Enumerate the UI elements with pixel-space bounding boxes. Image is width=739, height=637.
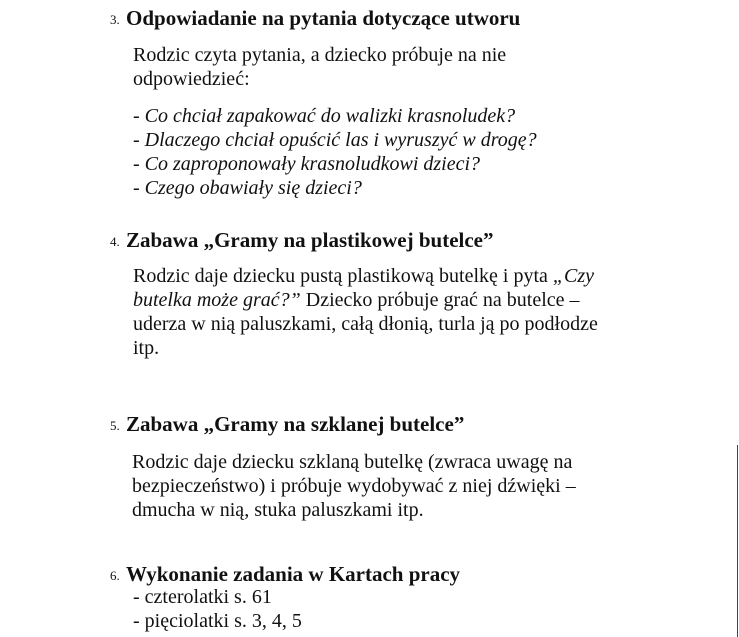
section-body [132, 450, 652, 522]
question-list [133, 104, 537, 200]
question-item: - Co zaproponowały krasnoludkowi dzieci? [133, 153, 481, 175]
task-list [133, 585, 302, 633]
body-text: Rodzic daje dziecku pustą plastikową butelkę i pyta [133, 265, 553, 287]
task-item: - czterolatki s. 61 [133, 586, 272, 608]
question-item: - Co chciał zapakować do walizki krasnoludek? [133, 105, 516, 127]
intro-line: Rodzic czyta pytania, a dziecko próbuje na nie [133, 44, 507, 66]
body-line: bezpieczeństwo) i próbuje wydobywać z niej dźwięki – [132, 475, 576, 497]
body-line [133, 264, 653, 288]
question-item: - Czego obawiały się dzieci? [133, 177, 362, 199]
body-line [133, 288, 653, 312]
section-number: 3. [110, 12, 120, 27]
body-line: itp. [133, 337, 160, 359]
section-title: Odpowiadanie na pytania dotyczące utworu [126, 6, 521, 30]
section-number: 5. [110, 418, 120, 433]
body-line: Rodzic daje dziecku szklaną butelkę (zwraca uwagę na [132, 451, 573, 473]
section-number: 6. [110, 568, 120, 583]
body-line: dmucha w nią, stuka paluszkami itp. [132, 499, 424, 521]
page-edge-line [737, 445, 738, 637]
intro-line: odpowiedzieć: [133, 68, 250, 90]
section-number: 4. [110, 234, 120, 249]
body-line: uderza w nią paluszkami, całą dłonią, turla ją po podłodze [133, 313, 598, 335]
body-text: Dziecko próbuje grać na butelce – [305, 289, 580, 311]
section-body [133, 264, 653, 360]
section-intro [133, 43, 653, 91]
task-item: - pięciolatki s. 3, 4, 5 [133, 610, 302, 632]
section-title: Zabawa „Gramy na plastikowej butelce” [126, 228, 494, 252]
section-title: Wykonanie zadania w Kartach pracy [126, 562, 461, 586]
section-title: Zabawa „Gramy na szklanej butelce” [126, 412, 465, 436]
question-item: - Dlaczego chciał opuścić las i wyruszyć w drogę? [133, 129, 537, 151]
body-quote: „Czy [552, 265, 594, 287]
body-quote: butelka może grać?” [133, 289, 306, 311]
